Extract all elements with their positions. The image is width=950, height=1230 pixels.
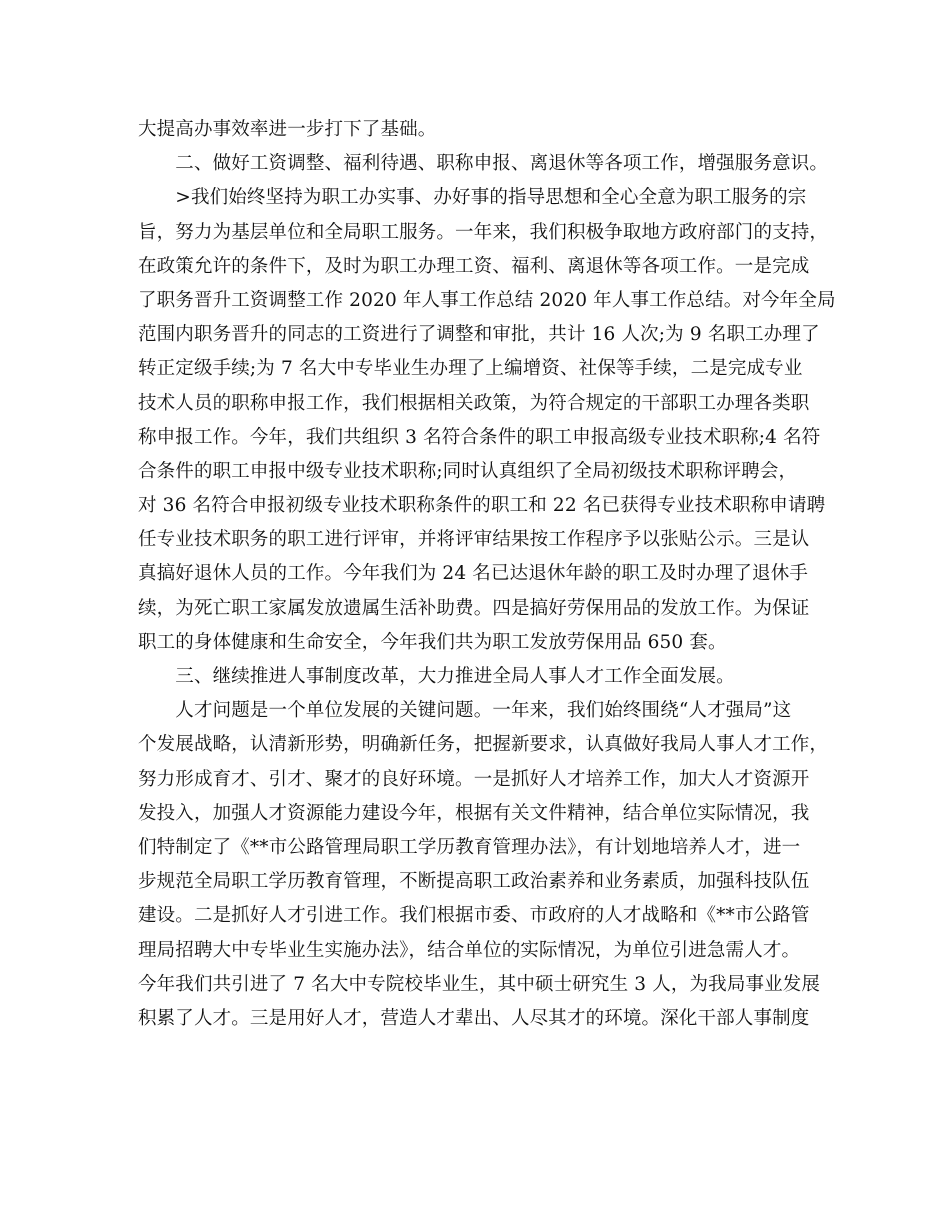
document-body [138,113,836,1036]
text-line: 任专业技术职务的职工进行评审，并将评审结果按工作程序予以张贴公示。三是认 [138,529,810,551]
text-line: 转正定级手续;为 7 名大中专毕业生办理了上编增资、社保等手续，二是完成专业 [138,358,803,380]
text-line: 步规范全局职工学历教育管理，不断提高职工政治素养和业务素质，加强科技队伍 [138,871,810,893]
section-heading: 三、继续推进人事制度改革，大力推进全局人事人才工作全面发展。 [138,666,735,687]
text-line: 合条件的职工申报中级专业技术职称;同时认真组织了全局初级技术职称评聘会， [138,460,798,482]
text-line: 范围内职务晋升的同志的工资进行了调整和审批，共计 16 人次;为 9 名职工办理了 [138,324,820,346]
text-line: 真搞好退休人员的工作。今年我们为 24 名已达退休年龄的职工及时办理了退休手 [138,563,809,585]
text-line: 个发展战略，认清新形势，明确新任务，把握新要求，认真做好我局人事人才工作， [138,734,829,756]
text-line: 建设。二是抓好人才引进工作。我们根据市委、市政府的人才战略和《**市公路管 [138,905,810,927]
text-line: 技术人员的职称申报工作，我们根据相关政策，为符合规定的干部职工办理各类职 [138,392,810,414]
text-line: 积累了人才。三是用好人才，营造人才辈出、人尽其才的环境。深化干部人事制度 [138,1007,810,1029]
text-line: 旨，努力为基层单位和全局职工服务。一年来，我们积极争取地方政府部门的支持， [138,221,829,243]
text-line: 对 36 名符合申报初级专业技术职称条件的职工和 22 名已获得专业技术职称申请聘 [138,495,826,517]
text-line: 努力形成育才、引才、聚才的良好环境。一是抓好人才培养工作，加大人才资源开 [138,768,810,790]
text-line: 们特制定了《**市公路管理局职工学历教育管理办法》，有计划地培养人才，进一 [138,836,801,858]
text-line: 在政策允许的条件下，及时为职工办理工资、福利、离退休等各项工作。一是完成 [138,255,810,277]
text-line: 了职务晋升工资调整工作 2020 年人事工作总结 2020 年人事工作总结。对今年全局 [138,289,836,311]
section-heading: 二、做好工资调整、福利待遇、职称申报、离退休等各项工作，增强服务意识。 [138,153,829,175]
text-line: >我们始终坚持为职工办实事、办好事的指导思想和全心全意为职工服务的宗 [138,187,807,209]
text-line: 人才问题是一个单位发展的关键问题。一年来，我们始终围绕“人才强局”这 [138,700,792,722]
text-line: 发投入，加强人才资源能力建设今年，根据有关文件精神，结合单位实际情况，我 [138,802,810,824]
text-line: 职工的身体健康和生命安全，今年我们共为职工发放劳保用品 650 套。 [138,631,727,653]
text-line: 续，为死亡职工家属发放遗属生活补助费。四是搞好劳保用品的发放工作。为保证 [138,597,810,619]
text-line: 今年我们共引进了 7 名大中专院校毕业生，其中硕士研究生 3 人，为我局事业发展 [138,973,821,995]
text-line: 大提高办事效率进一步打下了基础。 [138,119,437,140]
text-line: 理局招聘大中专毕业生实施办法》，结合单位的实际情况，为单位引进急需人才。 [138,939,801,961]
text-line: 称申报工作。今年，我们共组织 3 名符合条件的职工申报高级专业技术职称;4 名符 [138,426,821,448]
